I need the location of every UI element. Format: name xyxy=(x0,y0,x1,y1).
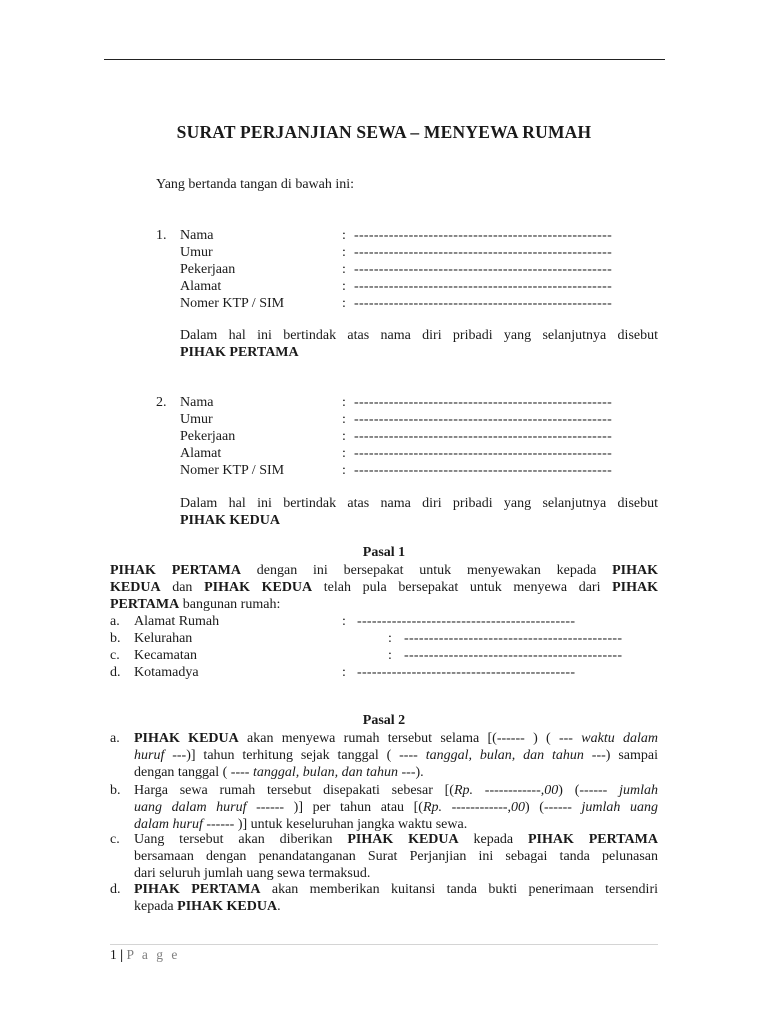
field-label: Umur xyxy=(180,245,213,260)
detail-blank: -------------------------------------------- xyxy=(357,665,576,680)
clause-fragment: ---)] tahun terhitung sejak tanggal ( ---- xyxy=(164,748,426,763)
party-name: PIHAK xyxy=(612,563,658,578)
party-name: PIHAK KEDUA xyxy=(347,832,459,847)
party-1-section xyxy=(0,227,768,312)
description-text: Dalam hal ini bertindak atas nama diri pribadi yang selanjutnya disebut xyxy=(180,328,658,343)
placeholder-hint: jumlah uang xyxy=(581,800,658,815)
list-marker: c. xyxy=(110,832,120,847)
party-name: PIHAK PERTAMA xyxy=(110,563,241,578)
detail-colon: : xyxy=(342,665,346,680)
header-rule xyxy=(104,59,665,60)
field-blank: ---------------------------------------------------- xyxy=(354,262,613,277)
field-label: Alamat xyxy=(180,279,222,294)
field-blank: ---------------------------------------------------- xyxy=(354,296,613,311)
page-number: 1 xyxy=(110,947,117,962)
clause-text xyxy=(134,782,658,833)
clause-fragment: ) (------ xyxy=(525,800,582,815)
clause-fragment: kepada xyxy=(458,832,528,847)
clause-fragment: Harga sewa rumah tersebut disepakati sebesar [( xyxy=(134,783,454,798)
field-colon: : xyxy=(342,228,346,243)
clause-fragment: ------------, xyxy=(442,800,512,815)
party-1-description xyxy=(180,327,658,361)
list-marker: b. xyxy=(110,631,121,646)
footer-rule xyxy=(110,944,658,945)
party-name: PIHAK PERTAMA xyxy=(528,832,658,847)
clause-fragment: bersamaan dengan penandatanganan Surat Perjanjian ini sebagai tanda pelunasan xyxy=(134,849,658,864)
clause-fragment: ------------, xyxy=(473,783,545,798)
pasal-1-paragraph xyxy=(110,562,658,613)
party-field-row xyxy=(0,295,768,312)
list-marker: d. xyxy=(110,665,121,680)
field-blank: ---------------------------------------------------- xyxy=(354,228,613,243)
field-blank: ---------------------------------------------------- xyxy=(354,429,613,444)
field-colon: : xyxy=(342,262,346,277)
field-label: Nama xyxy=(180,395,214,410)
paragraph-text: dan xyxy=(160,580,205,595)
paragraph-line xyxy=(110,579,658,596)
clause-fragment: ------ )] per tahun atau [( xyxy=(246,800,423,815)
field-label: Nomer KTP / SIM xyxy=(180,296,285,311)
clause-fragment: Uang tersebut akan diberikan xyxy=(134,832,348,847)
field-colon: : xyxy=(342,279,346,294)
party-name: PERTAMA xyxy=(110,597,180,612)
paragraph-text: bangunan rumah: xyxy=(179,597,281,612)
clause-line xyxy=(134,799,658,816)
detail-colon: : xyxy=(342,614,346,629)
detail-blank: -------------------------------------------- xyxy=(404,631,623,646)
field-label: Alamat xyxy=(180,446,222,461)
clause-line xyxy=(134,747,658,764)
placeholder-hint: tanggal, bulan, dan tahun xyxy=(425,748,584,763)
placeholder-hint: dalam huruf xyxy=(134,817,203,832)
detail-colon: : xyxy=(388,631,392,646)
clause-line xyxy=(134,881,658,898)
clause-line xyxy=(134,730,658,747)
paragraph-text: dengan ini bersepakat untuk menyewakan kepada xyxy=(240,563,613,578)
list-marker: a. xyxy=(110,731,120,746)
party-name: PIHAK KEDUA xyxy=(177,899,278,914)
field-blank: ---------------------------------------------------- xyxy=(354,279,613,294)
placeholder-hint: 00 xyxy=(544,783,559,798)
detail-label: Kecamatan xyxy=(134,648,197,663)
list-marker: a. xyxy=(110,614,120,629)
clause-fragment: akan menyewa rumah tersebut selama [(------ ) ( --- xyxy=(238,731,582,746)
party-field-row xyxy=(0,462,768,479)
placeholder-hint: jumlah xyxy=(619,783,659,798)
clause-text xyxy=(134,831,658,882)
clause-fragment: dari seluruh jumlah uang sewa termaksud. xyxy=(134,866,371,881)
party-name: PIHAK KEDUA xyxy=(134,731,239,746)
detail-label: Kelurahan xyxy=(134,631,193,646)
clause-fragment: akan memberikan kuitansi tanda bukti penerimaan tersendiri xyxy=(260,882,658,897)
party-role-label: PIHAK PERTAMA xyxy=(180,345,299,360)
footer-separator: | xyxy=(116,947,127,962)
field-colon: : xyxy=(342,395,346,410)
detail-blank: -------------------------------------------- xyxy=(357,614,576,629)
placeholder-hint: uang dalam huruf xyxy=(134,800,247,815)
clause-fragment: ------ )] untuk keseluruhan jangka waktu sewa. xyxy=(202,817,468,832)
field-blank: ---------------------------------------------------- xyxy=(354,412,613,427)
clause-fragment: ) (------ xyxy=(558,783,620,798)
field-blank: ---------------------------------------------------- xyxy=(354,245,613,260)
field-label: Nomer KTP / SIM xyxy=(180,463,285,478)
clause-fragment: kepada xyxy=(134,899,178,914)
party-field-row xyxy=(0,394,768,411)
party-field-row xyxy=(0,278,768,295)
field-blank: ---------------------------------------------------- xyxy=(354,463,613,478)
field-colon: : xyxy=(342,296,346,311)
field-label: Pekerjaan xyxy=(180,262,236,277)
field-colon: : xyxy=(342,463,346,478)
field-blank: ---------------------------------------------------- xyxy=(354,395,613,410)
intro-text: Yang bertanda tangan di bawah ini: xyxy=(156,177,355,192)
clause-fragment: ---). xyxy=(398,765,424,780)
paragraph-line xyxy=(110,562,658,579)
page-label: P a g e xyxy=(126,947,180,962)
paragraph-text: telah pula bersepakat untuk menyewa dari xyxy=(312,580,613,595)
detail-colon: : xyxy=(388,648,392,663)
placeholder-hint: Rp. xyxy=(453,783,474,798)
party-field-row xyxy=(0,411,768,428)
list-marker: b. xyxy=(110,783,121,798)
clause-line xyxy=(134,898,658,915)
placeholder-hint: waktu dalam xyxy=(581,731,658,746)
party-name: PIHAK PERTAMA xyxy=(134,882,261,897)
clause-line xyxy=(134,865,658,882)
party-name: PIHAK xyxy=(612,580,658,595)
field-label: Umur xyxy=(180,412,213,427)
party-field-row xyxy=(0,445,768,462)
field-label: Pekerjaan xyxy=(180,429,236,444)
page-footer xyxy=(110,947,180,963)
clause-text xyxy=(134,730,658,781)
clause-text xyxy=(134,881,658,915)
description-text: Dalam hal ini bertindak atas nama diri pribadi yang selanjutnya disebut xyxy=(180,496,658,511)
party-2-description xyxy=(180,495,658,529)
party-name: KEDUA xyxy=(110,580,161,595)
clause-fragment: dengan tanggal ( ---- xyxy=(134,765,253,780)
list-marker: c. xyxy=(110,648,120,663)
clause-line xyxy=(134,764,658,781)
detail-label: Alamat Rumah xyxy=(134,614,220,629)
field-colon: : xyxy=(342,245,346,260)
placeholder-hint: tanggal, bulan, dan tahun xyxy=(252,765,399,780)
field-label: Nama xyxy=(180,228,214,243)
placeholder-hint: Rp. xyxy=(422,800,443,815)
placeholder-hint: 00 xyxy=(511,800,526,815)
clause-fragment: ---) sampai xyxy=(583,748,658,763)
party-field-row xyxy=(0,428,768,445)
clause-line xyxy=(134,782,658,799)
pasal-1-heading: Pasal 1 xyxy=(362,545,406,560)
party-number: 2. xyxy=(156,395,167,410)
paragraph-line xyxy=(110,596,658,613)
party-field-row xyxy=(0,261,768,278)
clause-line xyxy=(134,848,658,865)
party-role-label: PIHAK KEDUA xyxy=(180,513,280,528)
party-field-row xyxy=(0,227,768,244)
detail-label: Kotamadya xyxy=(134,665,199,680)
clause-fragment: . xyxy=(277,899,281,914)
placeholder-hint: huruf xyxy=(134,748,165,763)
party-field-row xyxy=(0,244,768,261)
party-name: PIHAK KEDUA xyxy=(204,580,313,595)
detail-blank: -------------------------------------------- xyxy=(404,648,623,663)
field-colon: : xyxy=(342,429,346,444)
field-colon: : xyxy=(342,412,346,427)
clause-line xyxy=(134,831,658,848)
document-title: SURAT PERJANJIAN SEWA – MENYEWA RUMAH xyxy=(176,122,592,142)
field-colon: : xyxy=(342,446,346,461)
party-number: 1. xyxy=(156,228,167,243)
list-marker: d. xyxy=(110,882,121,897)
field-blank: ---------------------------------------------------- xyxy=(354,446,613,461)
pasal-2-heading: Pasal 2 xyxy=(362,713,406,728)
party-2-section xyxy=(0,394,768,479)
